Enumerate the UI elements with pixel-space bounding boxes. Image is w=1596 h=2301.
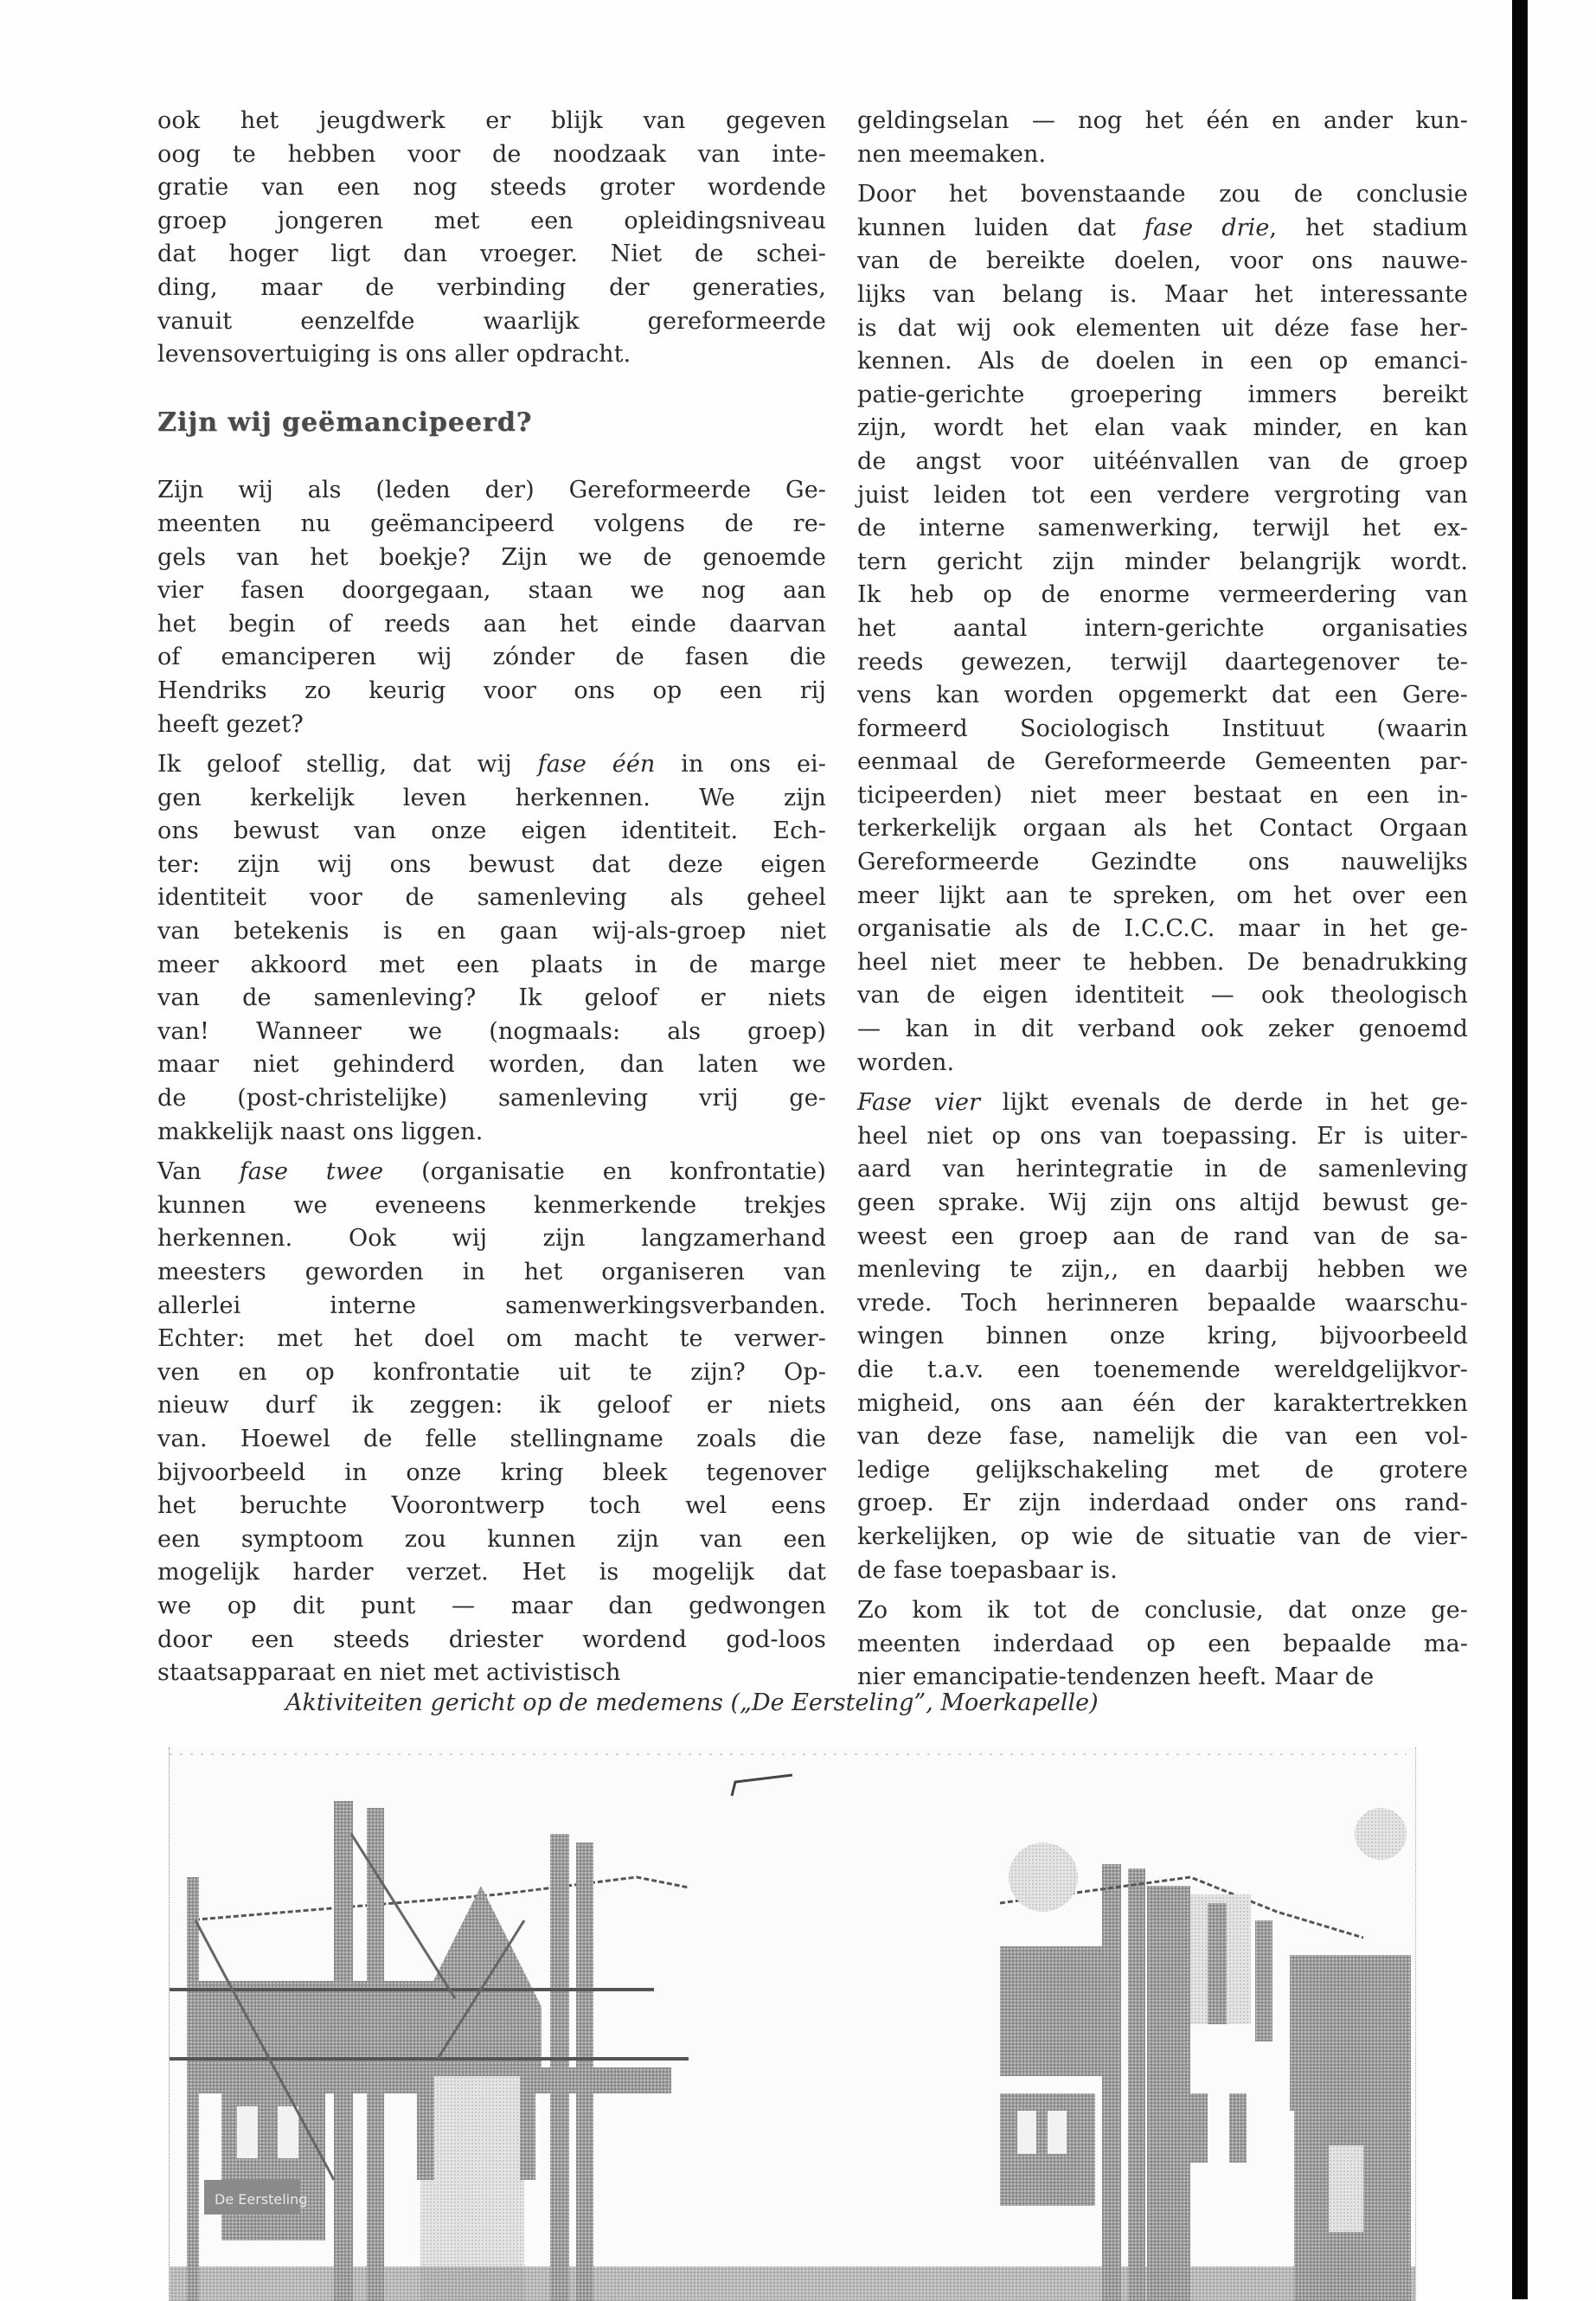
text-line: ding, maar de verbinding der generaties, [157,273,826,301]
paragraph [857,1086,1468,1587]
text-line: heel niet op ons van toepassing. Er is uiter- [857,1122,1468,1150]
text-line: geen sprake. Wij zijn ons altijd bewust ge- [857,1189,1468,1216]
text-line: van. Hoewel de felle stellingname zoals die [157,1425,826,1452]
paragraph [857,1594,1468,1695]
text-line: geldingselan — nog het één en ander kun- [857,107,1468,134]
text-line: het begin of reeds aan het einde daarvan [157,610,826,638]
italic-term: fase twee [239,1158,384,1186]
text-line: van de bereikte doelen, voor ons nauwe- [857,247,1468,275]
scan-edge-bar [1512,0,1528,2299]
text-line: meenten inderdaad op een bepaalde ma- [857,1630,1468,1657]
text-line: Zijn wij als (leden der) Gereformeerde Ge- [157,477,826,504]
text-line: ven en op konfrontatie uit te zijn? Op- [157,1358,826,1386]
text-line: groep jongeren met een opleidingsniveau [157,207,826,234]
text-line: ons bewust van onze eigen identiteit. Ech- [157,817,826,845]
right-paragraphs [857,105,1468,1695]
text-line: Echter: met het doel om macht te verwer- [157,1325,826,1353]
text-line: die t.a.v. een toenemende wereldgelijkvor- [857,1356,1468,1383]
text-line: we op dit punt — maar dan gedwongen [157,1592,826,1619]
text-line: reeds gewezen, terwijl daartegenover te- [857,648,1468,676]
text-line: wingen binnen onze kring, bijvoorbeeld [857,1323,1468,1350]
text-line: weest een groep aan de rand van de sa- [857,1222,1468,1250]
italic-term: fase één [537,751,656,779]
text-line: lijks van belang is. Maar het interessante [857,280,1468,308]
text-line: allerlei interne samenwerkingsverbanden. [157,1292,826,1319]
text-line: heel niet meer te hebben. De benadrukking [857,948,1468,976]
text-line: de interne samenwerking, terwijl het ex- [857,515,1468,542]
text-line: kerkelijken, op wie de situatie van de vier- [857,1522,1468,1550]
text-line: staatsapparaat en niet met activistisch [157,1659,621,1687]
text-line: ter: zijn wij ons bewust dat deze eigen [157,850,826,878]
paragraph [157,1156,826,1690]
text-line: Zo kom ik tot de conclusie, dat onze ge- [857,1597,1468,1625]
text-line: de (post-christelijke) samenleving vrij ge- [157,1085,826,1112]
intro-paragraphs [157,105,826,372]
text-line: herkennen. Ook wij zijn langzamerhand [157,1225,826,1253]
text-line: het beruchte Voorontwerp toch wel eens [157,1492,826,1520]
paragraph [857,178,1468,1080]
text-line: kunnen luiden dat fase drie, het stadium [857,214,1468,241]
text-line: vrede. Toch herinneren bepaalde waarschu- [857,1289,1468,1317]
text-line: organisatie als de I.C.C.C. maar in het ge- [857,915,1468,943]
text-line: Hendriks zo keurig voor ons op een rij [157,676,826,704]
text-line: migheid, ons aan één der karaktertrekken [857,1389,1468,1417]
text-line: gratie van een nog steeds groter wordende [157,174,826,202]
section-heading: Zijn wij geëmancipeerd? [157,407,533,438]
left-text-column [157,105,826,1690]
text-line: kennen. Als de doelen in een op emanci- [857,348,1468,375]
text-line: eenmaal de Gereformeerde Gemeenten par- [857,748,1468,776]
text-line: maar niet gehinderd worden, dan laten we [157,1051,826,1079]
text-line: een symptoom zou kunnen zijn van een [157,1525,826,1553]
text-line: Ik geloof stellig, dat wij fase één in ons ei- [157,751,826,779]
text-line: gen kerkelijk leven herkennen. We zijn [157,784,826,811]
figure-caption: Aktiviteiten gericht op de medemens („De Eersteling”, Moerkapelle) [285,1689,1099,1716]
text-line: nier emancipatie-tendenzen heeft. Maar de [857,1663,1375,1691]
paragraph [857,105,1468,171]
text-line: de fase toepasbaar is. [857,1556,1118,1584]
text-line: zijn, wordt het elan vaak minder, en kan [857,414,1468,442]
text-line: groep. Er zijn inderdaad onder ons rand- [857,1490,1468,1517]
text-line: is dat wij ook elementen uit déze fase her- [857,314,1468,342]
text-line: gels van het boekje? Zijn we de genoemde [157,543,826,571]
paragraph [157,105,826,372]
text-line: bijvoorbeeld in onze kring bleek tegenover [157,1458,826,1486]
text-line: nieuw durf ik zeggen: ik geloof er niets [157,1392,826,1420]
text-line: van betekenis is en gaan wij-als-groep niet [157,918,826,945]
text-line: juist leiden tot een verdere vergroting van [857,481,1468,509]
text-line: dat hoger ligt dan vroeger. Niet de schei- [157,240,826,268]
paragraph [157,748,826,1149]
italic-term: Fase vier [857,1089,981,1117]
text-line: patie-gerichte groepering immers bereikt [857,381,1468,408]
text-line: kunnen we eveneens kenmerkende trekjes [157,1191,826,1219]
text-line: meenten nu geëmancipeerd volgens de re- [157,510,826,537]
text-line: identiteit voor de samenleving als geheel [157,884,826,912]
text-line: makkelijk naast ons liggen. [157,1118,484,1145]
text-line: van! Wanneer we (nogmaals: als groep) [157,1017,826,1045]
text-line: terkerkelijk orgaan als het Contact Orgaan [857,815,1468,843]
text-line: oog te hebben voor de noodzaak van inte- [157,140,826,168]
text-line: ledige gelijkschakeling met de grotere [857,1456,1468,1484]
text-line: van de eigen identiteit — ook theologisch [857,982,1468,1009]
halftone-photo-building [169,1747,1416,2301]
building-illustration [170,1747,1415,2301]
text-line: Van fase twee (organisatie en konfrontatie) [157,1158,826,1186]
text-line: heeft gezet? [157,710,304,738]
text-line: van de samenleving? Ik geloof er niets [157,984,826,1012]
text-line: door een steeds driester wordend god-loos [157,1625,826,1653]
text-line: van deze fase, namelijk die van een vol- [857,1423,1468,1451]
text-line: levensovertuiging is ons aller opdracht. [157,341,631,369]
sign-text: De Eersteling [215,2191,308,2208]
text-line: Ik heb op de enorme vermeerdering van [857,581,1468,609]
text-line: ook het jeugdwerk er blijk van gegeven [157,107,826,134]
text-line: het aantal intern-gerichte organisaties [857,614,1468,642]
section-paragraphs [157,474,826,1689]
text-line: worden. [857,1048,955,1076]
text-line: vier fasen doorgegaan, staan we nog aan [157,577,826,605]
text-line: nen meemaken. [857,140,1047,168]
text-line: meer lijkt aan te spreken, om het over een [857,881,1468,909]
text-line: formeerd Sociologisch Instituut (waarin [857,715,1468,742]
text-line: Door het bovenstaande zou de conclusie [857,181,1468,208]
italic-term: fase drie [1144,214,1270,241]
text-line: aard van herintegratie in de samenleving [857,1156,1468,1183]
text-line: mogelijk harder verzet. Het is mogelijk dat [157,1559,826,1586]
text-line: meer akkoord met een plaats in de marge [157,951,826,978]
paragraph [157,474,826,741]
text-line: vens kan worden opgemerkt dat een Gere- [857,682,1468,709]
text-line: meesters geworden in het organiseren van [157,1259,826,1285]
text-line: de angst voor uitéénvallen van de groep [857,447,1468,475]
right-text-column [857,105,1468,1695]
text-line: — kan in dit verband ook zeker genoemd [857,1016,1468,1043]
text-line: of emanciperen wij zónder de fasen die [157,644,826,671]
text-line: tern gericht zijn minder belangrijk wordt. [857,548,1468,575]
text-line: menleving te zijn,, en daarbij hebben we [857,1256,1468,1284]
text-line: Gereformeerde Gezindte ons nauwelijks [857,849,1468,876]
text-line: Fase vier lijkt evenals de derde in het ge- [857,1089,1469,1117]
text-line: vanuit eenzelfde waarlijk gereformeerde [157,307,826,335]
text-line: ticipeerden) niet meer bestaat en een in- [857,781,1468,809]
